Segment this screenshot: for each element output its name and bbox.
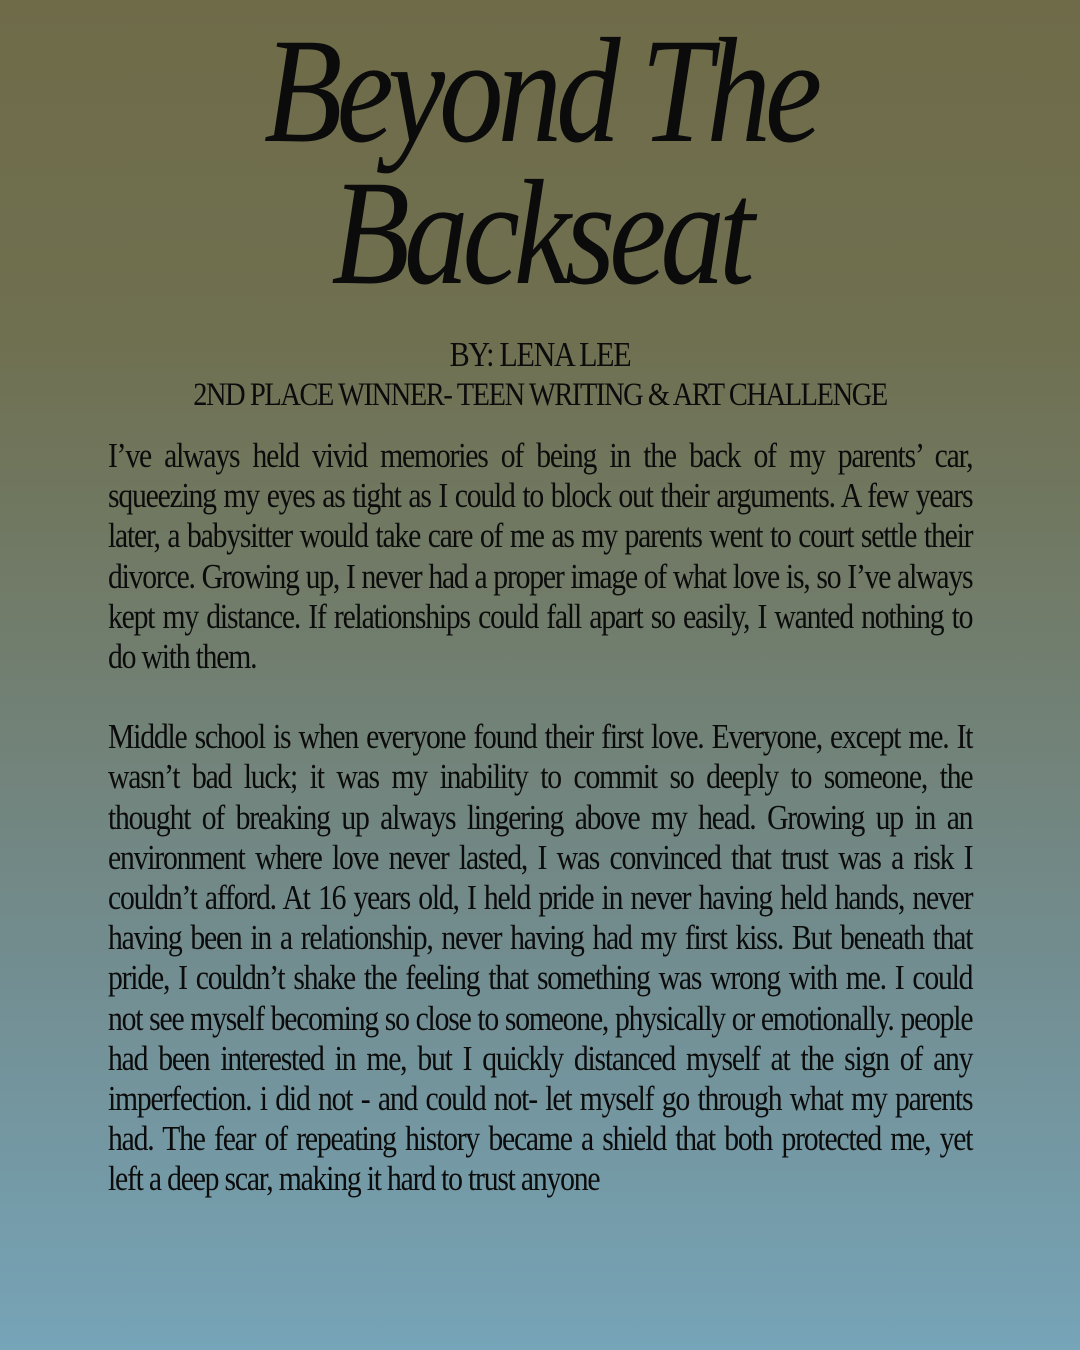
award-subtitle: 2ND PLACE WINNER- TEEN WRITING & ART CHALLENGE (193, 377, 887, 413)
title-line-1: Beyond The (263, 8, 817, 174)
body-paragraph-2: Middle school is when everyone found their first love. Everyone, except me. It wasn’t bad luck; it was my inability to commit so deeply to someone, the thought of breaking up always lingering above my head. Growing up in an environment where love never lasted, I was convinced that trust was a risk I couldn’t afford. At 16 years old, I held pride in never having held hands, never having been in a relationship, never having had my first kiss. But beneath that pride, I couldn’t shake the feeling that something was wrong with me. I could not see myself becoming so close to someone, physically or emotionally. people had been interested in me, but I quickly distanced myself at the sign of any imperfection. i did not - and could not- let myself go through what my parents had. The fear of repeating history became a shield that both protected me, yet left a deep scar, making it hard to trust anyone (108, 718, 973, 1199)
article-title (76, 8, 1005, 316)
author-byline: BY: LENA LEE (449, 335, 631, 374)
article-body (108, 436, 973, 1200)
body-paragraph-1: I’ve always held vivid memories of being in the back of my parents’ car, squeezing my eyes as tight as I could to block out their arguments. A few years later, a babysitter would take care of me as my parents went to court settle their divorce. Growing up, I never had a proper image of what love is, so I’ve always kept my distance. If relationships could fall apart so easily, I wanted nothing to do with them. (108, 437, 973, 677)
title-line-2: Backseat (331, 150, 749, 316)
